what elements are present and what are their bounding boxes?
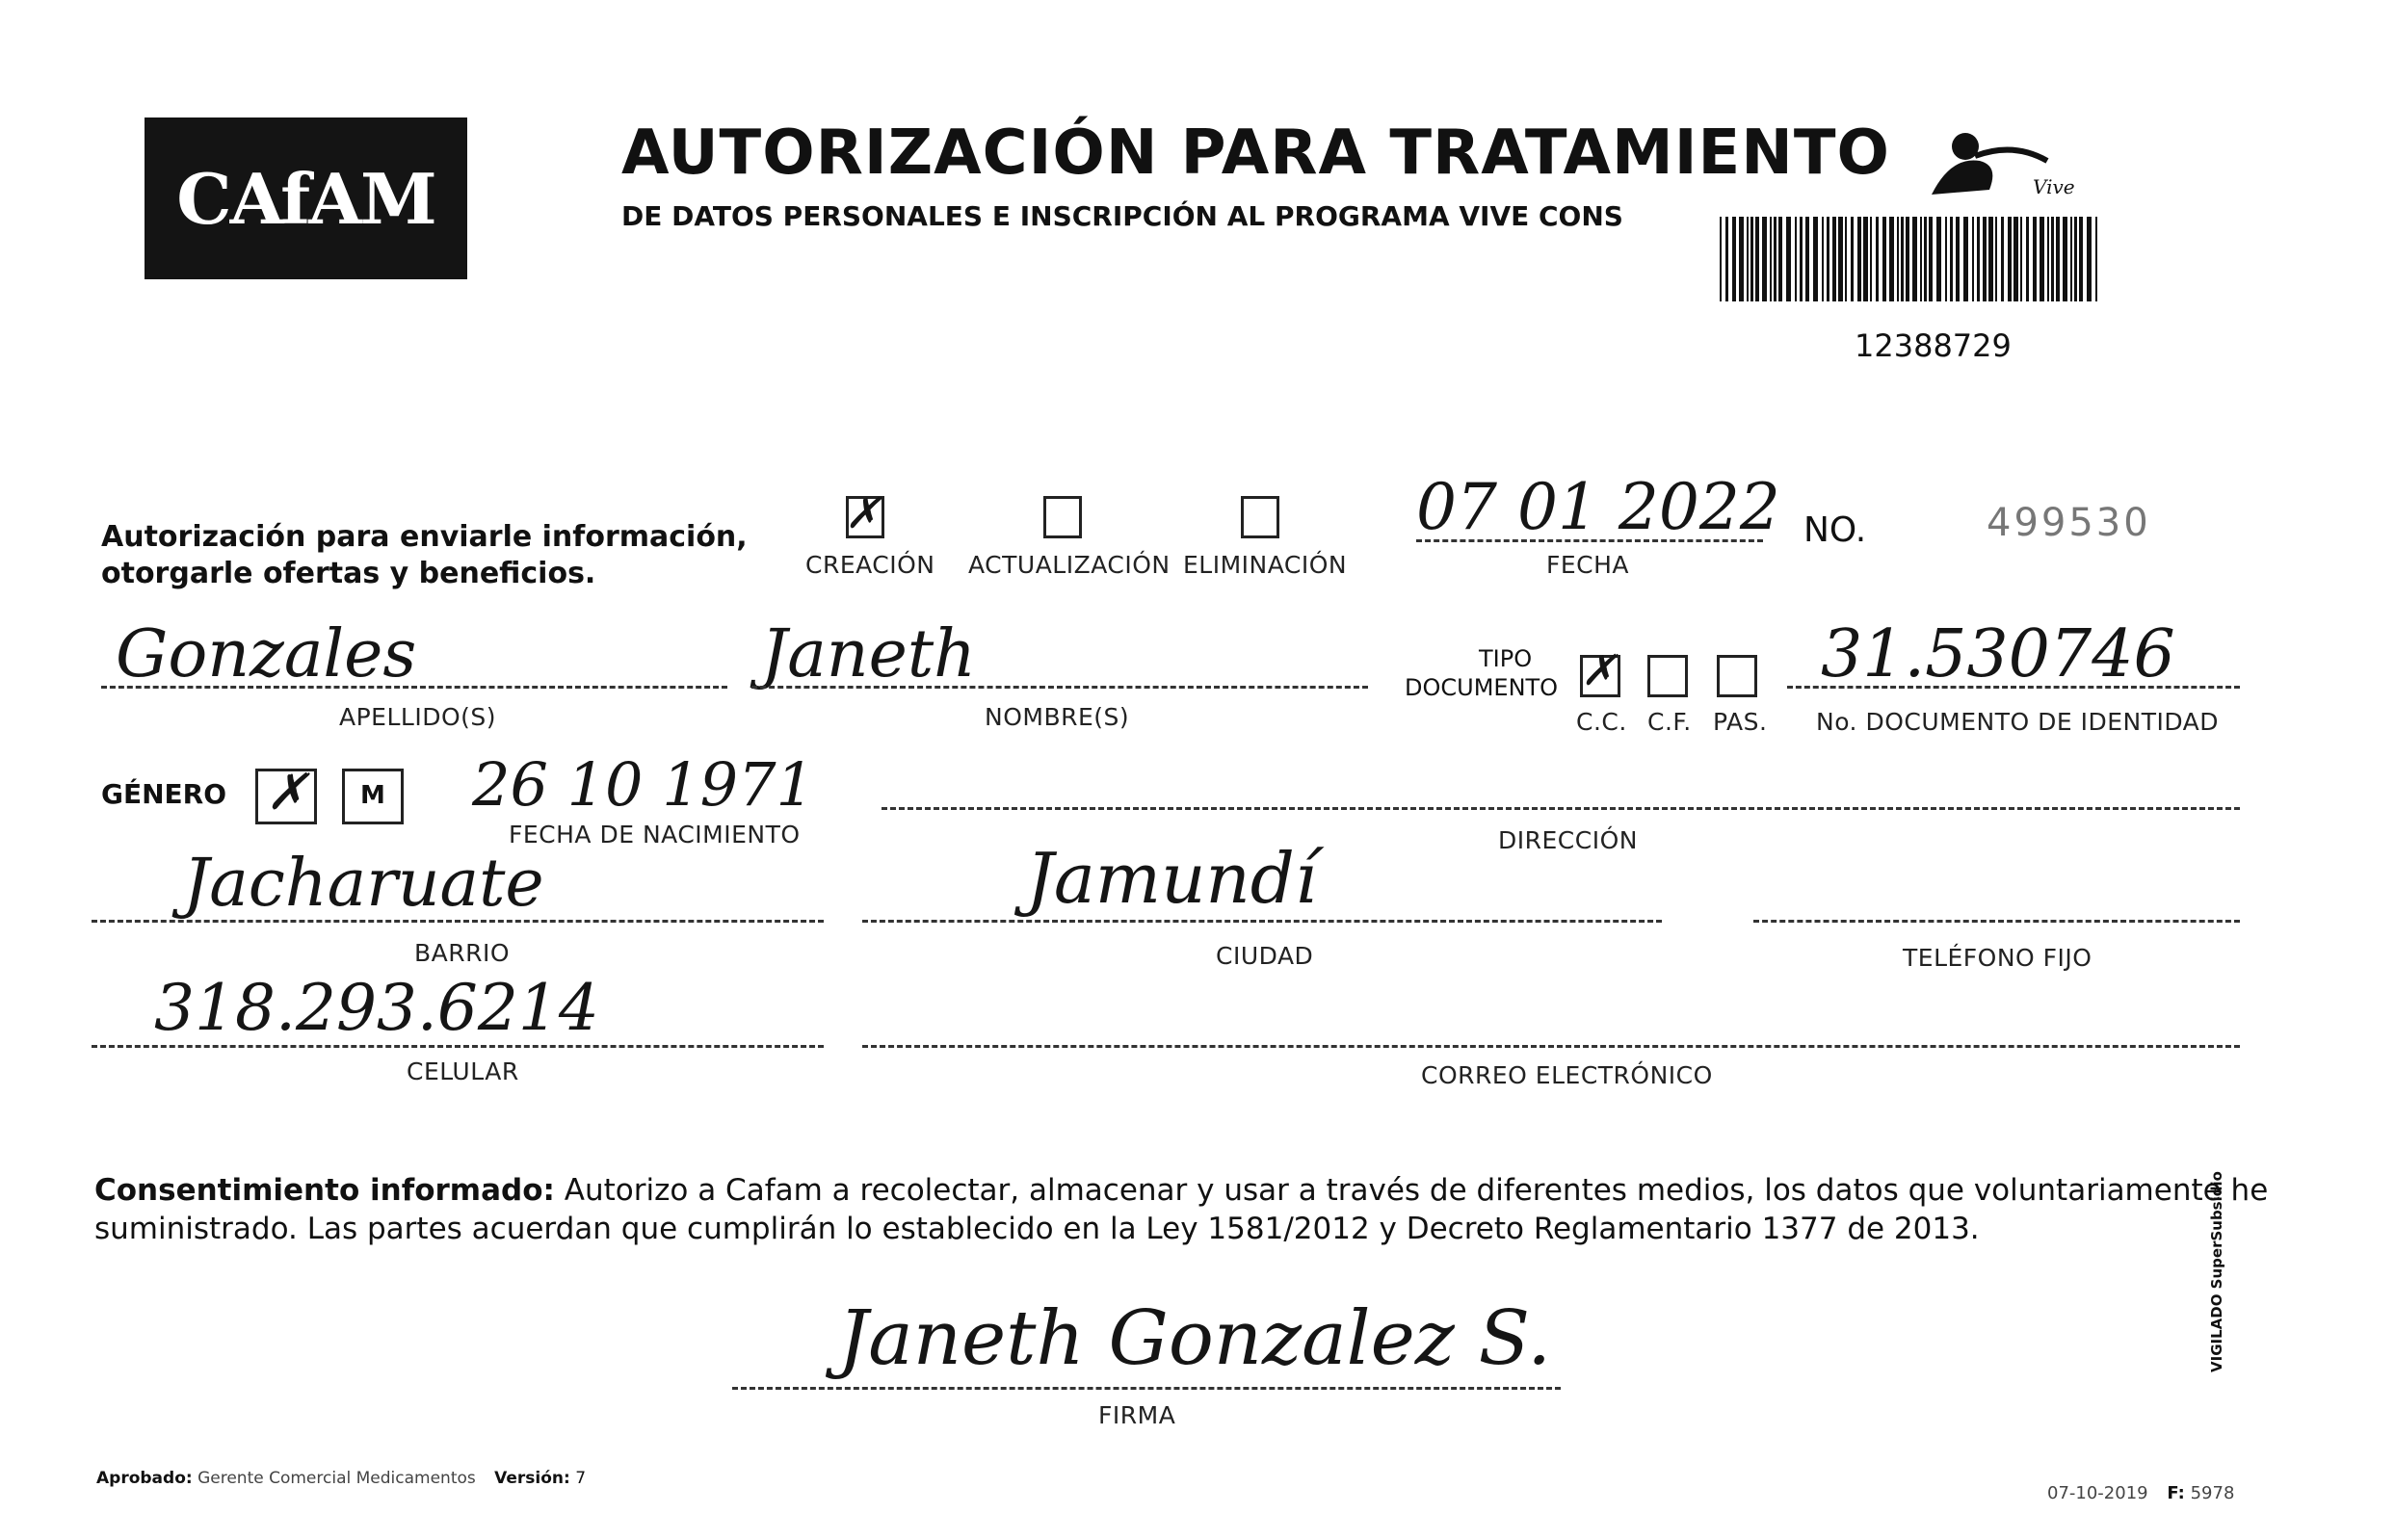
barcode-bar xyxy=(1857,217,1861,301)
barcode-bar xyxy=(1813,217,1818,301)
documento-label: No. DOCUMENTO DE IDENTIDAD xyxy=(1816,708,2220,736)
telefono-label: TELÉFONO FIJO xyxy=(1903,944,2092,972)
vigilado-side-text: VIGILADO SuperSubsidio xyxy=(2208,1171,2225,1372)
ciudad-label: CIUDAD xyxy=(1216,942,1314,970)
checkbox-genero-f[interactable]: ✗ xyxy=(255,769,317,824)
barcode-bar xyxy=(1851,217,1854,301)
celular-label: CELULAR xyxy=(407,1057,519,1085)
barcode-bar xyxy=(1950,217,1953,301)
emblem-text: Vive xyxy=(2033,175,2075,198)
barcode-bar xyxy=(1863,217,1868,301)
fecha-label: FECHA xyxy=(1546,551,1630,579)
barrio-value[interactable]: Jacharuate xyxy=(183,846,544,922)
footer-date: 07-10-2019 xyxy=(2047,1483,2148,1503)
celular-value[interactable]: 318.293.6214 xyxy=(154,971,599,1045)
barcode-bar xyxy=(1720,217,1722,301)
barcode-bar xyxy=(1995,217,1997,301)
form-subtitle: DE DATOS PERSONALES E INSCRIPCIÓN AL PROGRAMA VIVE CONS xyxy=(621,200,1623,232)
checkbox-pas[interactable] xyxy=(1717,655,1757,697)
footer-f-label: F: xyxy=(2167,1483,2185,1503)
label-creacion: CREACIÓN xyxy=(805,551,935,579)
barcode-bar xyxy=(1920,217,1922,301)
version-label: Versión: xyxy=(494,1469,570,1488)
authorization-text-1: Autorización para enviarle información, xyxy=(101,520,748,554)
barcode-bar xyxy=(1945,217,1947,301)
barcode-bar xyxy=(1739,217,1744,301)
consent-line-2: suministrado. Las partes acuerdan que cumplirán lo establecido en la Ley 1581/2012 y Decreto Reglamentario 1377 de 2013. xyxy=(94,1212,1980,1246)
barcode-bar xyxy=(1912,217,1917,301)
barrio-line xyxy=(92,920,824,923)
barcode-bar xyxy=(1929,217,1933,301)
correo-label: CORREO ELECTRÓNICO xyxy=(1421,1061,1713,1089)
direccion-label: DIRECCIÓN xyxy=(1498,826,1638,854)
checkbox-cf[interactable] xyxy=(1647,655,1688,697)
barcode-bar xyxy=(1882,217,1886,301)
barcode-bar xyxy=(1936,217,1941,301)
barcode-bar xyxy=(1838,217,1843,301)
tipo-label-2: DOCUMENTO xyxy=(1405,674,1559,701)
barcode-bar xyxy=(2079,217,2083,301)
ciudad-line xyxy=(862,920,1662,923)
signature-line xyxy=(732,1387,1561,1390)
checkbox-actualizacion[interactable] xyxy=(1043,496,1082,538)
barcode-bar xyxy=(1755,217,1759,301)
documento-value[interactable]: 31.530746 xyxy=(1821,616,2175,692)
barcode-bar xyxy=(1822,217,1824,301)
barcode-bar xyxy=(1906,217,1909,301)
barcode-bar xyxy=(2047,217,2049,301)
barcode-bar xyxy=(2063,217,2067,301)
barcode-bar xyxy=(1725,217,1728,301)
form-title: AUTORIZACIÓN PARA TRATAMIENTO xyxy=(621,117,1890,189)
barcode-bar xyxy=(1889,217,1894,301)
label-eliminacion: ELIMINACIÓN xyxy=(1183,551,1348,579)
barcode-bar xyxy=(1924,217,1927,301)
barcode-bar xyxy=(1876,217,1879,301)
barcode-bar xyxy=(1778,217,1782,301)
barcode-bar xyxy=(1988,217,1993,301)
direccion-line xyxy=(882,807,2240,810)
consent-line-1 xyxy=(94,1173,2268,1208)
barrio-label: BARRIO xyxy=(414,939,511,967)
telefono-line xyxy=(1753,920,2240,923)
footer-right xyxy=(2047,1483,2234,1503)
barcode-bar xyxy=(1897,217,1899,301)
authorization-text-2: otorgarle ofertas y beneficios. xyxy=(101,557,596,590)
aprobado-value: Gerente Comercial Medicamentos xyxy=(197,1469,476,1488)
barcode-bar xyxy=(2095,217,2097,301)
nombres-label: NOMBRE(S) xyxy=(985,703,1130,731)
correo-line xyxy=(862,1045,2240,1048)
genero-label: GÉNERO xyxy=(101,778,227,810)
apellidos-value[interactable]: Gonzales xyxy=(116,616,417,692)
barcode-bar xyxy=(2070,217,2072,301)
barcode-bar xyxy=(1800,217,1803,301)
consent-text-1: Autorizo a Cafam a recolectar, almacenar y usar a través de diferentes medios, los datos que voluntariamente he xyxy=(564,1173,2269,1208)
signature[interactable]: Janeth Gonzalez S. xyxy=(838,1295,1552,1382)
fecha-nacimiento-label: FECHA DE NACIMIENTO xyxy=(509,821,801,848)
no-value: 499530 xyxy=(1987,501,2151,545)
barcode-bar xyxy=(1827,217,1829,301)
ciudad-value[interactable]: Jamundí xyxy=(1026,838,1317,919)
documento-line xyxy=(1787,686,2240,689)
barcode-bar xyxy=(2020,217,2022,301)
checkbox-creacion[interactable]: ✗ xyxy=(846,496,884,538)
barcode-bar xyxy=(2056,217,2060,301)
barcode-bar xyxy=(2013,217,2018,301)
label-cf: C.F. xyxy=(1647,708,1692,736)
barcode-bar xyxy=(2008,217,2012,301)
barcode-bar xyxy=(1805,217,1809,301)
apellidos-label: APELLIDO(S) xyxy=(339,703,497,731)
fecha-value[interactable]: 07 01 2022 xyxy=(1416,470,1780,544)
barcode-bar xyxy=(2001,217,2004,301)
barcode-bar xyxy=(1732,217,1736,301)
barcode-bar xyxy=(1963,217,1968,301)
checkbox-eliminacion[interactable] xyxy=(1241,496,1279,538)
genero-m-label: M xyxy=(360,781,385,810)
barcode-bar xyxy=(1977,217,1980,301)
barcode-bar xyxy=(1774,217,1777,301)
version-value: 7 xyxy=(575,1469,587,1488)
barcode-bar xyxy=(2074,217,2077,301)
vive-emblem-icon xyxy=(1922,117,2105,204)
barcode-bar xyxy=(2026,217,2029,301)
apellidos-line xyxy=(101,686,727,689)
barcode-bar xyxy=(1956,217,1960,301)
signature-label: FIRMA xyxy=(1098,1401,1176,1429)
consent-heading: Consentimiento informado: xyxy=(94,1173,555,1208)
footer-f-value: 5978 xyxy=(2190,1483,2235,1503)
barcode-number: 12388729 xyxy=(1855,327,2012,364)
fecha-nacimiento-value[interactable]: 26 10 1971 xyxy=(472,749,814,820)
nombres-line xyxy=(751,686,1368,689)
barcode-bar xyxy=(2033,217,2037,301)
barcode-bar xyxy=(1832,217,1836,301)
barcode-bar xyxy=(2051,217,2054,301)
aprobado-label: Aprobado: xyxy=(96,1469,193,1488)
barcode-bar xyxy=(1870,217,1872,301)
label-actualizacion: ACTUALIZACIÓN xyxy=(968,551,1171,579)
footer-left xyxy=(96,1469,586,1488)
tipo-label-1: TIPO xyxy=(1479,645,1533,672)
barcode-bar xyxy=(1972,217,1974,301)
barcode-bar xyxy=(1762,217,1767,301)
nombres-value[interactable]: Janeth xyxy=(761,616,976,692)
barcode xyxy=(1720,217,2105,301)
barcode-bar xyxy=(1983,217,1987,301)
no-label: NO. xyxy=(1803,510,1867,550)
barcode-bar xyxy=(1770,217,1772,301)
barcode-bar xyxy=(1747,217,1749,301)
barcode-bar xyxy=(2087,217,2092,301)
checkbox-cc[interactable]: ✗ xyxy=(1580,655,1620,697)
barcode-bar xyxy=(1750,217,1753,301)
label-cc: C.C. xyxy=(1576,708,1627,736)
barcode-bar xyxy=(1845,217,1847,301)
label-pas: PAS. xyxy=(1713,708,1768,736)
barcode-bar xyxy=(1901,217,1904,301)
celular-line xyxy=(92,1045,824,1048)
logo-text: CAfAM xyxy=(176,157,435,240)
barcode-bar xyxy=(2040,217,2044,301)
checkbox-genero-m[interactable] xyxy=(342,769,404,824)
cafam-logo xyxy=(145,117,467,279)
barcode-bar xyxy=(1795,217,1797,301)
barcode-bar xyxy=(1786,217,1791,301)
fecha-line xyxy=(1416,539,1763,542)
